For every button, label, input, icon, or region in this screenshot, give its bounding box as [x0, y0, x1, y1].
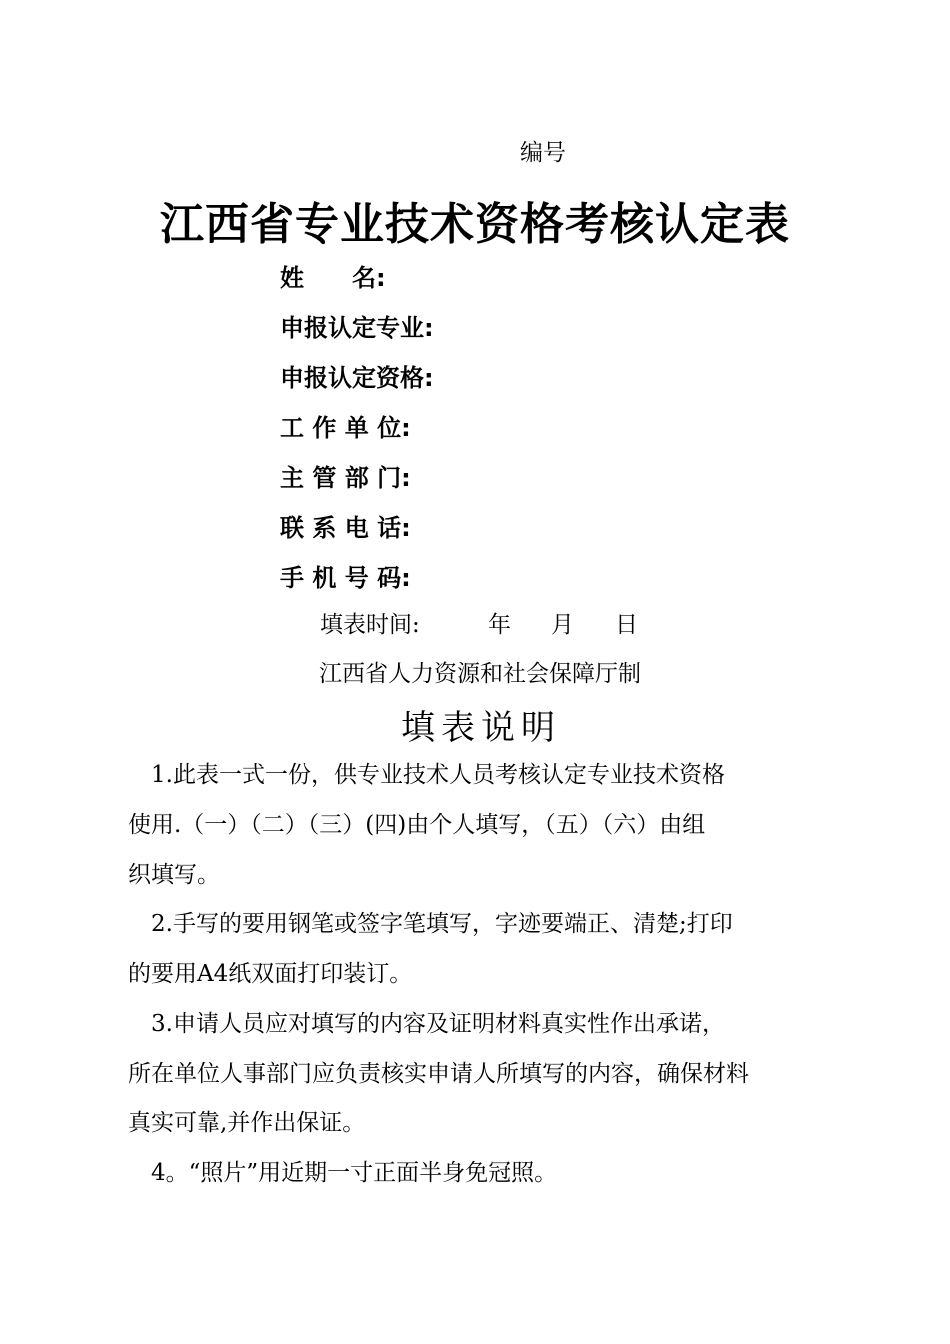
- instruction-line: 的要用A4纸双面打印装订。: [128, 961, 413, 987]
- issuer-line: 江西省人力资源和社会保障厅制: [319, 661, 641, 687]
- instruction-line: 1.此表一式一份，供专业技术人员考核认定专业技术资格: [128, 762, 725, 788]
- field-department-label: 主 管 部 门:: [280, 464, 411, 492]
- instruction-line: 3.申请人员应对填写的内容及证明材料真实性作出承诺，: [128, 1011, 725, 1037]
- fill-time-year: 年: [488, 612, 511, 638]
- field-qualification-label: 申报认定资格:: [280, 364, 434, 392]
- fill-time-day: 日: [615, 612, 638, 638]
- serial-number-label: 编号: [520, 140, 566, 166]
- field-phone-label: 联 系 电 话:: [280, 514, 411, 542]
- instruction-line: 织填写。: [128, 862, 220, 888]
- instruction-line: 真实可靠,并作出保证。: [128, 1110, 366, 1136]
- form-title: 江西省专业技术资格考核认定表: [160, 199, 790, 250]
- instruction-line: 2.手写的要用钢笔或签字笔填写，字迹要端正、清楚;打印: [128, 911, 733, 937]
- field-work-unit-label: 工 作 单 位:: [280, 414, 411, 442]
- instructions-title: 填表说明: [401, 708, 561, 748]
- fill-time-month: 月: [551, 612, 574, 638]
- fill-time-row: [320, 606, 638, 639]
- instruction-line: 所在单位人事部门应负责核实申请人所填写的内容，确保材料: [128, 1061, 749, 1087]
- field-name-label: 姓 名:: [280, 264, 386, 292]
- instruction-line: 使用.（一）（二）（三）(四)由个人填写，（五）（六）由组: [128, 812, 706, 838]
- field-specialty-label: 申报认定专业:: [280, 314, 434, 342]
- instruction-line: 4。“照片”用近期一寸正面半身免冠照。: [128, 1160, 558, 1186]
- fill-time-label: 填表时间:: [320, 612, 420, 638]
- field-mobile-label: 手 机 号 码:: [280, 564, 411, 592]
